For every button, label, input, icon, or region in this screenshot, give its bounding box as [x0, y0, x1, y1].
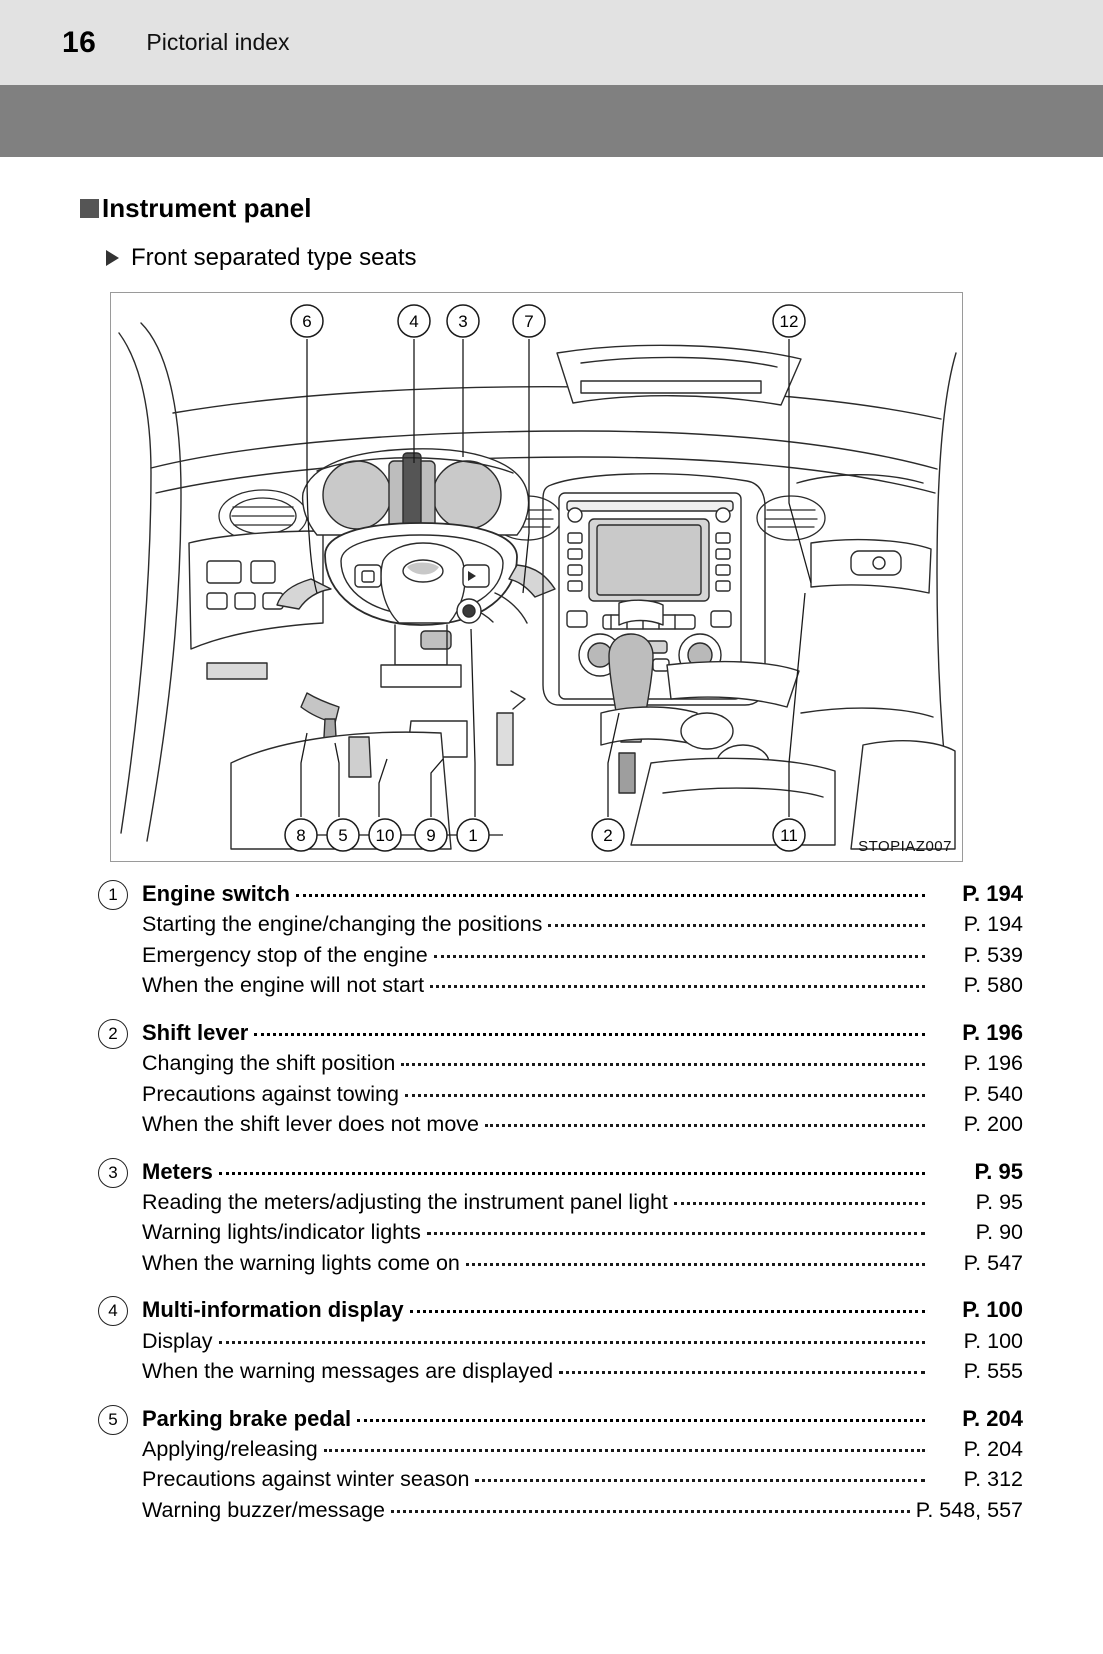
page-header [0, 0, 1103, 85]
index-entry-title-row[interactable] [142, 1403, 1023, 1434]
index-subentry-label: Reading the meters/adjusting the instrument panel light [142, 1189, 668, 1214]
svg-text:8: 8 [296, 826, 306, 845]
index-subentry-label: When the warning lights come on [142, 1250, 460, 1275]
illustration-code: STOPIAZ007 [858, 838, 952, 855]
page-reference[interactable]: P. 555 [963, 1359, 1023, 1384]
index-entry [90, 1403, 1023, 1526]
index-entry [90, 1017, 1023, 1140]
index-subentry-label: When the shift lever does not move [142, 1112, 480, 1137]
leader-dots [466, 1263, 925, 1266]
page-reference[interactable]: P. 90 [975, 1220, 1023, 1245]
page-reference[interactable]: P. 540 [963, 1081, 1023, 1106]
page-reference[interactable]: P. 204 [962, 1405, 1023, 1431]
index-subentry-label: Precautions against towing [142, 1081, 399, 1106]
page-reference[interactable]: P. 547 [963, 1250, 1023, 1275]
svg-text:2: 2 [603, 826, 613, 845]
callout-number: 2 [98, 1019, 128, 1049]
svg-text:5: 5 [338, 826, 348, 845]
page-reference[interactable]: P. 100 [962, 1297, 1023, 1323]
section-title [80, 193, 1023, 224]
leader-dots [485, 1124, 925, 1127]
index-subentry-row[interactable] [142, 1464, 1023, 1495]
index-subentry-row[interactable] [142, 940, 1023, 971]
page-title: Pictorial index [146, 29, 290, 55]
index-subentry-row[interactable] [142, 1495, 1023, 1526]
svg-text:10: 10 [375, 826, 395, 845]
page-reference[interactable]: P. 539 [963, 942, 1023, 967]
page-number: 16 [62, 25, 97, 59]
leader-dots [674, 1202, 925, 1205]
leader-dots [548, 924, 925, 927]
index-subentry-label: When the engine will not start [142, 973, 425, 998]
callout-number: 1 [98, 880, 128, 910]
leader-dots [219, 1172, 925, 1175]
svg-text:11: 11 [780, 826, 798, 845]
callout-number: 3 [98, 1158, 128, 1188]
index-subentry-label: Starting the engine/changing the positions [142, 912, 543, 937]
index-subentry-label: Precautions against winter season [142, 1467, 470, 1492]
index-subentry-label: Emergency stop of the engine [142, 942, 428, 967]
index-entry-title-row[interactable] [142, 1294, 1023, 1325]
leader-dots [559, 1371, 925, 1374]
page-reference[interactable]: P. 580 [963, 973, 1023, 998]
index-subentry-row[interactable] [142, 1079, 1023, 1110]
index-subentry-label: Changing the shift position [142, 1051, 396, 1076]
leader-dots [254, 1033, 925, 1036]
leader-dots [410, 1310, 925, 1313]
leader-dots [434, 955, 925, 958]
index-entry [90, 1156, 1023, 1279]
index-subentry-row[interactable] [142, 1356, 1023, 1387]
page-reference[interactable]: P. 196 [963, 1051, 1023, 1076]
index-entry [90, 878, 1023, 1001]
index-subentry-row[interactable] [142, 1248, 1023, 1279]
index-entry-title: Multi-information display [142, 1297, 404, 1323]
callout-number: 4 [98, 1296, 128, 1326]
page-reference[interactable]: P. 204 [963, 1436, 1023, 1461]
subsection-title [106, 244, 1023, 272]
dashboard-line-drawing [111, 293, 962, 861]
index-entry-title: Engine switch [142, 881, 290, 906]
instrument-panel-illustration [110, 292, 963, 862]
header-band [0, 85, 1103, 157]
page-content [0, 193, 1103, 1525]
svg-text:4: 4 [409, 312, 419, 331]
index-subentry-label: Warning lights/indicator lights [142, 1220, 421, 1245]
svg-text:7: 7 [524, 312, 534, 331]
page-reference[interactable]: P. 194 [962, 881, 1023, 906]
page-reference[interactable]: P. 95 [974, 1158, 1023, 1184]
leader-dots [391, 1510, 910, 1513]
svg-text:12: 12 [779, 312, 799, 331]
index-entry-title-row[interactable] [142, 878, 1023, 909]
index-subentry-row[interactable] [142, 1217, 1023, 1248]
leader-dots [296, 894, 925, 897]
svg-text:6: 6 [302, 312, 312, 331]
square-bullet-icon [80, 199, 99, 218]
leader-dots [475, 1479, 925, 1482]
index-entry [90, 1294, 1023, 1386]
page-reference[interactable]: P. 100 [963, 1328, 1023, 1353]
index-subentry-row[interactable] [142, 1434, 1023, 1465]
section-title-label: Instrument panel [102, 193, 312, 223]
index-subentry-label: Warning buzzer/message [142, 1497, 385, 1522]
leader-dots [405, 1094, 925, 1097]
leader-dots [324, 1449, 925, 1452]
svg-text:1: 1 [468, 826, 478, 845]
index-subentry-label: Display [142, 1328, 213, 1353]
page-reference[interactable]: P. 196 [962, 1019, 1023, 1045]
pictorial-index-list [90, 878, 1023, 1525]
leader-dots [430, 985, 925, 988]
index-subentry-label: When the warning messages are displayed [142, 1359, 554, 1384]
callout-number: 5 [98, 1405, 128, 1435]
index-entry-title-row[interactable] [142, 1017, 1023, 1048]
page-reference[interactable]: P. 95 [975, 1189, 1023, 1214]
leader-dots [357, 1419, 925, 1422]
index-subentry-row[interactable] [142, 909, 1023, 940]
triangle-bullet-icon [106, 250, 119, 266]
leader-dots [427, 1232, 925, 1235]
index-subentry-row[interactable] [142, 970, 1023, 1001]
svg-text:3: 3 [458, 312, 468, 331]
index-entry-title-row[interactable] [142, 1156, 1023, 1187]
page-reference[interactable]: P. 194 [963, 912, 1023, 937]
index-entry-title: Shift lever [142, 1019, 249, 1045]
index-subentry-row[interactable] [142, 1187, 1023, 1218]
page-reference[interactable]: P. 312 [963, 1467, 1023, 1492]
index-subentry-row[interactable] [142, 1326, 1023, 1357]
leader-dots [219, 1341, 926, 1344]
index-entry-title: Meters [142, 1158, 213, 1184]
subsection-title-label: Front separated type seats [131, 244, 417, 271]
leader-dots [401, 1063, 925, 1066]
index-subentry-row[interactable] [142, 1048, 1023, 1079]
index-subentry-label: Applying/releasing [142, 1436, 318, 1461]
svg-text:9: 9 [426, 826, 436, 845]
page-reference[interactable]: P. 200 [963, 1112, 1023, 1137]
index-entry-title: Parking brake pedal [142, 1405, 352, 1431]
page-reference[interactable]: P. 548, 557 [915, 1497, 1023, 1522]
index-subentry-row[interactable] [142, 1109, 1023, 1140]
